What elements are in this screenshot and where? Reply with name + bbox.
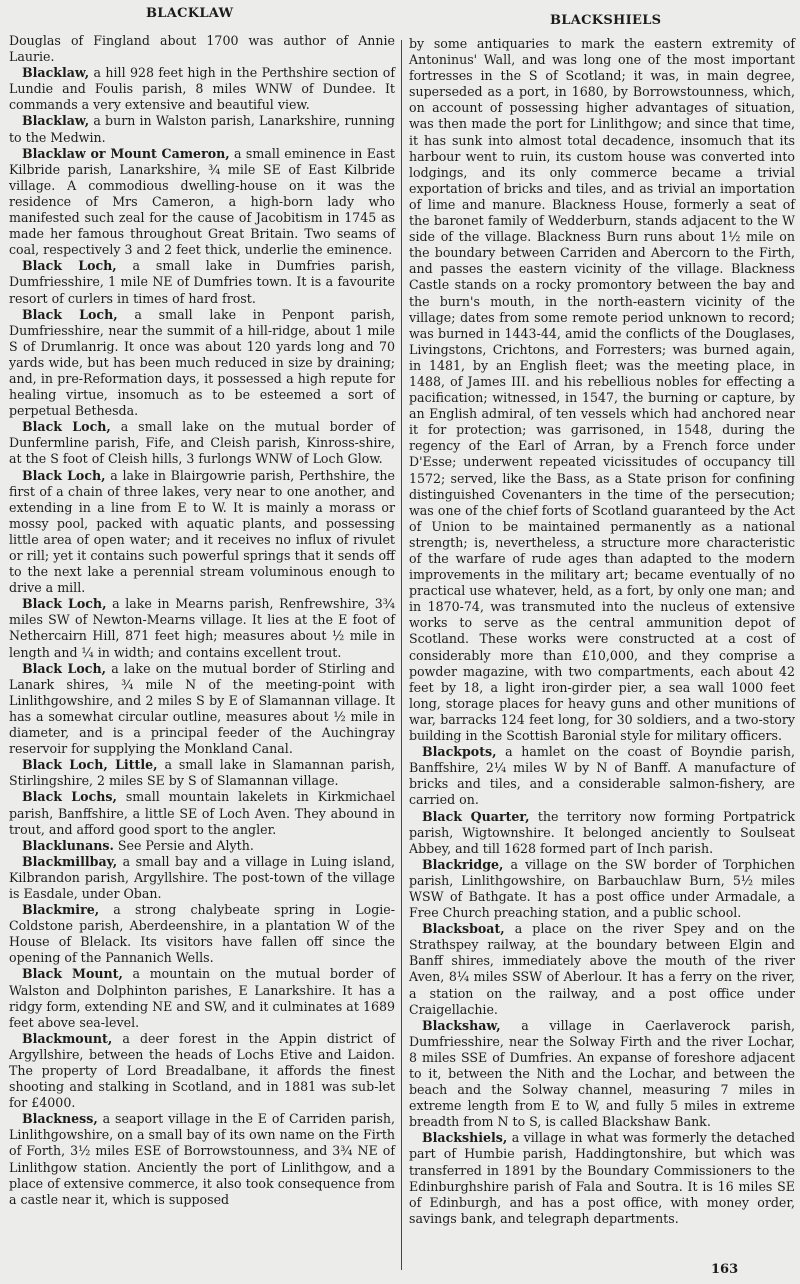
gazetteer-entry (9, 661, 395, 758)
entry-text: a lake on the mutual border of Stirling and Lanark shires, ¾ mile N of the meeting-point with Linlithgowshire, and 2 miles S by E of Slamannan village. It has a somewhat circular outline, measures about ½ mile in diameter, and is a principal feeder of the Auchingray reservoir for supplying the Monkland Canal. (9, 660, 395, 757)
entry-text: a small lake in Penpont parish, Dumfriesshire, near the summit of a hill-ridge, about 1 mile S of Drumlanrig. It once was about 120 yards long and 70 yards wide, but has been much reduced in size by draining; and, in pre-Reformation days, it possessed a high repute for healing virtue, insomuch as to be esteemed a sort of perpetual Bethesda. (9, 306, 395, 419)
entry-headword: Blackpots, (422, 744, 497, 760)
entry-headword: Blacklaw, (22, 65, 90, 81)
column-divider (401, 40, 402, 1270)
entry-headword: Blackshiels, (422, 1130, 508, 1146)
gazetteer-entry (409, 809, 795, 857)
entry-text: a hill 928 feet high in the Perthshire section of Lundie and Foulis parish, 8 miles WNW of Dundee. It commands a very extensive and beautiful view. (9, 65, 395, 113)
gazetteer-entry (409, 921, 795, 1018)
entry-headword: Blackmire, (22, 902, 100, 918)
gazetteer-entry (9, 838, 395, 854)
entry-headword: Blackmount, (22, 1030, 113, 1046)
entry-text: a small lake in Slamannan parish, Stirlingshire, 2 miles SE by S of Slamannan village. (9, 757, 396, 789)
entry-text: a small lake in Dumfries parish, Dumfriesshire, 1 mile NE of Dumfries town. It is a favourite resort of curlers in times of hard frost. (9, 258, 395, 306)
gazetteer-entry (9, 419, 395, 467)
entry-text: a lake in Blairgowrie parish, Perthshire, the first of a chain of three lakes, very near to one another, and extending in a line from E to W. It is mainly a morass or mossy pool, packed with aquatic plants, and possessing little area of open water; and it receives no influx of rivulet or rill; yet it contains such powerful springs that it sends off to the next lake a perennial stream voluminous enough to drive a mill. (9, 467, 395, 596)
gazetteer-entry (9, 1031, 395, 1111)
entry-text: a seaport village in the E of Carriden parish, Linlithgowshire, on a small bay of its own name on the Firth of Forth, 3½ miles ESE of Borrowstounness, and 3¾ NE of Linlithgow station. Anciently the port of Linlithgow, and a place of extensive commerce, it also took consequence from a castle near it, which is supposed (9, 1111, 395, 1207)
entry-text: a lake in Mearns parish, Renfrewshire, 3¾ miles SW of Newton-Mearns village. It lies at the E foot of Nethercairn Hill, 871 feet high; measures about ½ mile in length and ¼ in width; and contains excellent trout. (9, 596, 395, 660)
entry-headword: Black Loch, (22, 258, 117, 274)
gazetteer-entry (9, 1111, 395, 1208)
entry-headword: Black Loch, (22, 467, 106, 483)
gazetteer-entry (9, 789, 395, 837)
entry-text: See Persie and Alyth. (113, 837, 254, 853)
entry-text: the territory now forming Portpatrick parish, Wigtownshire. It belonged anciently to Soulseat Abbey, and till 1628 formed part of Inch parish. (409, 808, 795, 856)
entry-headword: Blackridge, (422, 856, 504, 872)
entry-headword: Black Loch, (22, 596, 107, 612)
gazetteer-entry (409, 744, 795, 808)
entry-text: a strong chalybeate spring in Logie-Coldstone parish, Aberdeenshire, in a plantation W of the House of Blelack. Its visitors have fallen off since the opening of the Pannanich Wells. (9, 902, 395, 966)
gazetteer-entry (409, 1130, 795, 1227)
entry-headword: Black Loch, (22, 306, 118, 322)
entry-text: a deer forest in the Appin district of Argyllshire, between the heads of Lochs Etive and Laidon. The property of Lord Breadalbane, it affords the finest shooting and stalking in Scotland, and in 1881 was sub-let for £4000. (9, 1030, 395, 1111)
entry-continuation (409, 36, 795, 744)
gazetteer-entry (9, 258, 395, 306)
entry-headword: Black Loch, Little, (22, 757, 158, 773)
entry-text: a village in what was formerly the detached part of Humbie parish, Haddingtonshire, but which was transferred in 1891 by the Boundary Commissioners to the Edinburghshire parish of Fala and Soutra. It is 16 miles SE of Edinburgh, and has a post office, with money order, savings bank, and telegraph departments. (409, 1130, 795, 1226)
page-number: 163 (711, 1262, 739, 1277)
gazetteer-entry (9, 307, 395, 420)
entry-text: a burn in Walston parish, Lanarkshire, running to the Medwin. (9, 113, 395, 145)
entry-headword: Black Mount, (22, 966, 123, 982)
gazetteer-entry (9, 757, 395, 789)
entry-continuation (9, 33, 395, 65)
gazetteer-entry (9, 902, 395, 966)
gazetteer-entry (409, 1018, 795, 1131)
entry-text: a village in Caerlaverock parish, Dumfriesshire, near the Solway Firth and the river Lochar, 8 miles SSE of Dumfries. An expanse of foreshore adjacent to it, between the Nith and the Lochar, and between the beach and the Solway channel, measuring 7 miles in extreme length from E to W, and fully 5 miles in extreme breadth from N to S, is called Blackshaw Bank. (409, 1017, 795, 1130)
entry-headword: Black Lochs, (22, 789, 117, 805)
entry-text: a village on the SW border of Torphichen parish, Linlithgowshire, on Barbauchlaw Burn, 5½ miles WSW of Bathgate. It has a post office under Armadale, a Free Church preaching station, and a public school. (409, 856, 795, 921)
entry-text: a small lake on the mutual border of Dunfermline parish, Fife, and Cleish parish, Kinross-shire, at the S foot of Cleish hills, 3 furlongs WNW of Loch Glow. (9, 419, 395, 467)
entry-headword: Blackshaw, (422, 1017, 501, 1033)
entry-text: a mountain on the mutual border of Walston and Dolphinton parishes, E Lanarkshire. It has a ridgy form, extending NE and SW, and it culminates at 1689 feet above sea-level. (9, 966, 395, 1030)
gazetteer-entry (9, 596, 395, 660)
entry-headword: Black Loch, (22, 660, 107, 676)
running-head-left: BLACKLAW (146, 6, 234, 21)
left-column (9, 33, 395, 1208)
right-column (409, 36, 795, 1227)
entry-headword: Black Quarter, (422, 808, 530, 824)
entry-text: a small bay and a village in Luing island, Kilbrandon parish, Argyllshire. The post-town of the village is Easdale, under Oban. (9, 853, 395, 901)
gazetteer-entry (9, 854, 395, 902)
entry-text: a small eminence in East Kilbride parish, Lanarkshire, ¾ mile SE of East Kilbride village. A commodious dwelling-house on it was the residence of Mrs Cameron, a high-born lady who manifested such zeal for the cause of Jacobitism in 1745 as made her famous throughout Great Britain. Two seams of coal, respectively 3 and 2 feet thick, underlie the eminence. (9, 145, 395, 258)
entry-text: a hamlet on the coast of Boyndie parish, Banffshire, 2¼ miles W by N of Banff. A manufacture of bricks and tiles, and a considerable salmon-fishery, are carried on. (409, 744, 795, 808)
entry-text: small mountain lakelets in Kirkmichael parish, Banffshire, a little SE of Loch Aven. They abound in trout, and afford good sport to the angler. (9, 789, 396, 837)
gazetteer-entry (9, 468, 395, 597)
entry-text: by some antiquaries to mark the eastern extremity of Antoninus' Wall, and was long one of the most important fortresses in the S of Scotland; it was, in main degree, superseded as a port, in 1680, by Borrowstounness, which, on account of possessing higher advantages of situation, was then made the port for Linlithgow; and since that time, it has sunk into almost total decadence, insomuch that its harbour went to ruin, its custom house was converted into lodgings, and its only commerce became a trivial exportation of bricks and tiles, and as trivial an importation of lime and manure. Blackness House, formerly a seat of the baronet family of Wedderburn, stands adjacent to the W side of the village. Blackness Burn runs about 1½ mile on the boundary between Carriden and Abercorn to the Firth, and passes the eastern vicinity of the village. Blackness Castle stands on a rocky promontory between the bay and the burn's mouth, in the north-eastern vicinity of the village; dates from some remote period unknown to record; was burned in 1443-44, amid the conflicts of the Douglases, Livingstons, Crichtons, and Forresters; was burned again, in 1481, by an English fleet; was the meeting place, in 1488, of James III. and his rebellious nobles for effecting a pacification; witnessed, in 1547, the burning or capture, by an English admiral, of ten vessels which had anchored near it for protection; was garrisoned, in 1548, during the regency of the Earl of Arran, by a French force under D'Esse; underwent repeated vicissitudes of occupancy till 1572; served, like the Bass, as a State prison for confining distinguished Covenanters in the time of the persecution; was one of the chief forts of Scotland guaranteed by the Act of Union to be maintained permanently as a national strength; is, nevertheless, a structure more characteristic of the warfare of rude ages than adapted to the modern improvements in the military art; became eventually of no practical use whatever, held, as a fort, by only one man; and in 1870-74, was transmuted into the nucleus of extensive works to serve as the central ammunition depot of Scotland. These works were constructed at a cost of considerably more than £10,000, and they comprise a powder magazine, with two compartments, each about 42 feet by 18, a light iron-girder pier, a sea wall 1000 feet long, storage places for heavy guns and other munitions of war, barracks 124 feet long, for 30 soldiers, and a two-story building in the Scottish Baronial style for military officers. (409, 36, 795, 744)
gazetteer-entry (9, 966, 395, 1030)
running-head-right: BLACKSHIELS (550, 13, 662, 28)
gazetteer-entry (409, 857, 795, 921)
gazetteer-entry (9, 113, 395, 145)
entry-headword: Blacklaw or Mount Cameron, (22, 145, 230, 161)
entry-headword: Blacksboat, (422, 921, 505, 937)
entry-text: Douglas of Fingland about 1700 was author of Annie Laurie. (9, 33, 395, 65)
entry-text: a place on the river Spey and on the Strathspey railway, at the boundary between Elgin and Banff shires, immediately above the mouth of the river Aven, 8¼ miles SSW of Aberlour. It has a ferry on the river, a station on the railway, and a post office under Craigellachie. (409, 921, 795, 1017)
entry-headword: Blacklunans. (22, 837, 114, 853)
entry-headword: Blacklaw, (22, 113, 90, 129)
entry-headword: Blackness, (22, 1111, 98, 1127)
entry-headword: Blackmillbay, (22, 853, 118, 869)
entry-headword: Black Loch, (22, 419, 111, 435)
gazetteer-entry (9, 65, 395, 113)
gazetteer-entry (9, 146, 395, 259)
